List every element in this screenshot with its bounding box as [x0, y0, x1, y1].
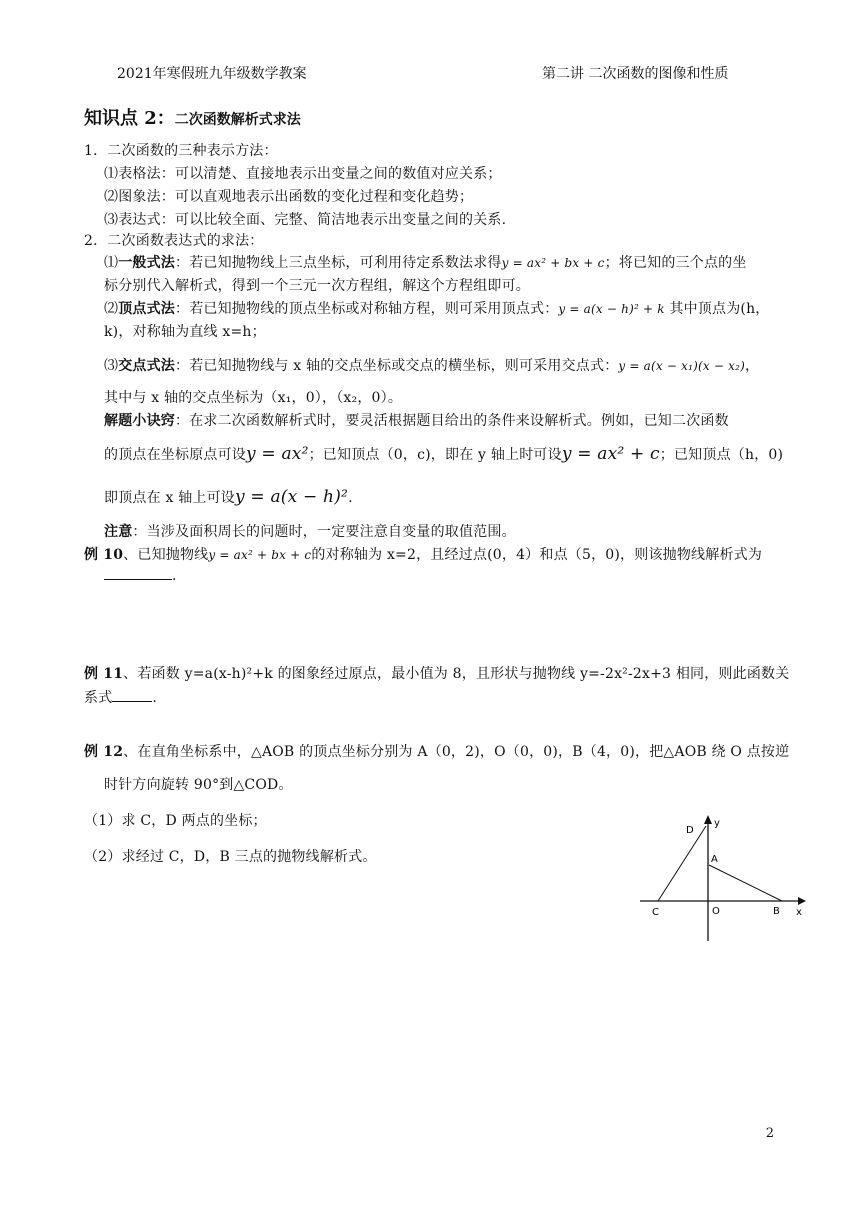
method-intercept-line1: [104, 355, 759, 375]
example10-line2: [104, 568, 177, 584]
axis-label-y: y: [714, 818, 720, 829]
method-intercept-name: 交点式法: [118, 358, 176, 374]
tip-text-a: ：在求二次函数解析式时，要灵活根据题目给出的条件来设解析式。例如，已知二次函数: [175, 413, 729, 429]
tip-formula-xaxis: y = a(x − h)²: [235, 487, 349, 507]
section1-item-3: ⑶表达式：可以比较全面、完整、简洁地表示出变量之间的关系.: [104, 212, 507, 228]
example12-question2: （2）求经过 C，D，B 三点的抛物线解析式。: [84, 849, 377, 865]
method-general-line1: [104, 252, 747, 272]
method-vertex-text-b: 其中顶点为(h，: [669, 301, 770, 317]
example11-text-a: 、若函数 y=a(x-h)²+k 的图象经过原点，最小值为 8，且形状与抛物线 y=-2x²-2x+3 相同，则此函数关: [123, 666, 790, 682]
y-axis-arrow-icon: [704, 815, 712, 824]
example11-line2: [84, 687, 157, 707]
example11-label: 例 11: [84, 666, 124, 682]
example12-line1: [84, 741, 789, 761]
example10-answer-blank[interactable]: [104, 579, 172, 580]
header-title-right: 第二讲 二次函数的图像和性质: [542, 66, 729, 82]
example11-answer-blank[interactable]: [112, 701, 152, 702]
coordinate-figure: [630, 808, 820, 948]
method-general-prefix: ⑴: [104, 255, 119, 271]
example12-question1: （1）求 C，D 两点的坐标；: [84, 813, 267, 829]
tip-text-b1: 的顶点在坐标原点可设: [104, 447, 246, 463]
note-line: [104, 521, 516, 541]
method-vertex-text-a: ：若已知抛物线的顶点坐标或对称轴方程，则可采用顶点式：: [175, 301, 559, 317]
header-title-left: 2021年寒假班九年级数学教案: [117, 66, 307, 82]
point-label-o: O: [712, 906, 720, 917]
example12-line2: 时针方向旋转 90°到△COD。: [104, 777, 293, 793]
method-intercept-prefix: ⑶: [104, 358, 119, 374]
point-label-c: C: [652, 907, 659, 918]
vertex-form-formula: y = a(x − h)² + k: [558, 302, 665, 316]
segment-cd: [658, 826, 706, 901]
tip-formula-yaxis: y = ax² + c: [561, 444, 660, 464]
tip-line1: [104, 410, 729, 430]
note-label: 注意: [104, 524, 133, 540]
section1-item-2: ⑵图象法：可以直观地表示出函数的变化过程和变化趋势；: [104, 189, 474, 205]
method-general-line2: 标分别代入解析式，得到一个三元一次方程组，解这个方程组即可。: [104, 278, 530, 294]
page-number: 2: [765, 1126, 774, 1141]
x-axis-arrow-icon: [798, 897, 806, 905]
tip-line3: [104, 487, 353, 507]
example11-text-b: 系式: [84, 690, 113, 706]
general-form-formula: y = ax² + bx + c: [501, 256, 605, 270]
tip-text-b3: ；已知顶点（h，0): [659, 447, 784, 463]
segment-ab: [709, 865, 782, 901]
knowledge-point-heading: [84, 104, 301, 130]
method-intercept-text-b: ，: [745, 358, 760, 374]
example10-formula: y = ax² + bx + c: [208, 548, 312, 562]
method-vertex-prefix: ⑵: [104, 301, 119, 317]
example10-text-c: .: [172, 568, 177, 584]
axis-label-x: x: [796, 907, 802, 918]
tip-text-b2: ；已知顶点（0，c)，即在 y 轴上时可设: [308, 447, 562, 463]
method-intercept-line2: 其中与 x 轴的交点坐标为（x₁，0），（x₂，0）。: [104, 390, 403, 406]
example12-text-a: 、在直角坐标系中，△AOB 的顶点坐标分别为 A（0，2)，O（0，0)，B（4，0)，把△AOB 绕 O 点按逆: [123, 744, 790, 760]
point-label-b: B: [773, 906, 780, 917]
method-vertex-line2: k)，对称轴为直线 x=h；: [104, 324, 266, 340]
example10-text-a: 、已知抛物线: [123, 547, 209, 563]
knowledge-point-title: 二次函数解析式求法: [174, 112, 301, 128]
tip-formula-origin: y = ax²: [246, 444, 309, 464]
example11-line1: [84, 663, 789, 683]
method-vertex-name: 顶点式法: [118, 301, 176, 317]
example10-line1: [84, 544, 762, 564]
note-text: ：当涉及面积周长的问题时，一定要注意自变量的取值范围。: [132, 524, 516, 540]
method-vertex-line1: [104, 298, 769, 318]
method-general-text-b: ；将已知的三个点的坐: [604, 255, 747, 271]
tip-text-c2: .: [348, 490, 353, 506]
method-intercept-text-a: ：若已知抛物线与 x 轴的交点坐标或交点的横坐标，则可采用交点式：: [175, 358, 619, 374]
tip-line2: [104, 444, 783, 464]
section1-item-1: ⑴表格法：可以清楚、直接地表示出变量之间的数值对应关系；: [104, 166, 502, 182]
section2-title: 2．二次函数表达式的求法：: [84, 233, 264, 249]
point-label-d: D: [686, 825, 694, 836]
section1-title: 1．二次函数的三种表示方法：: [84, 143, 278, 159]
method-general-name: 一般式法: [118, 255, 176, 271]
tip-label: 解题小诀窍: [104, 413, 175, 429]
knowledge-point-label: 知识点 2：: [84, 108, 175, 129]
method-general-text-a: ：若已知抛物线上三点坐标，可利用待定系数法求得: [175, 255, 502, 271]
intercept-form-formula: y = a(x − x₁)(x − x₂): [618, 359, 746, 373]
example10-label: 例 10: [84, 547, 124, 563]
example11-text-c: .: [152, 690, 158, 706]
example10-text-b: 的对称轴为 x=2，且经过点(0，4）和点（5，0)，则该抛物线解析式为: [311, 547, 763, 563]
point-label-a: A: [711, 854, 718, 865]
example12-label: 例 12: [84, 744, 124, 760]
tip-text-c1: 即顶点在 x 轴上可设: [104, 490, 235, 506]
